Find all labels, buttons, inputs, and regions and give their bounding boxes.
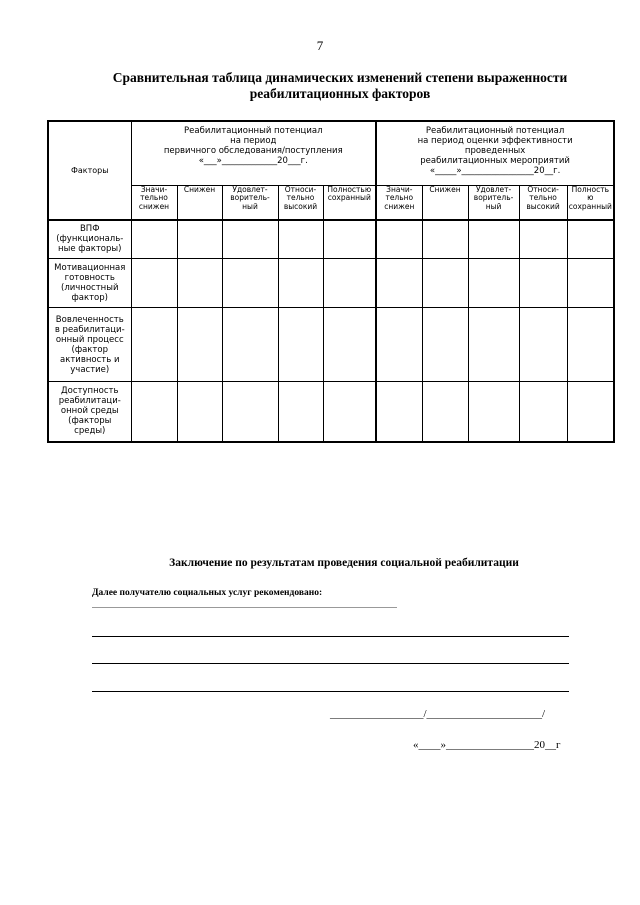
group2-header: Реабилитационный потенциал на период оценки эффективности проведенных реабилитационных мероприятий «_____»_________________20__г. — [376, 121, 614, 185]
title-line-2: реабилитационных факторов — [249, 86, 431, 101]
table-cell[interactable] — [131, 220, 177, 259]
table-cell[interactable] — [468, 382, 519, 442]
table-cell[interactable] — [131, 259, 177, 308]
table-cell[interactable] — [567, 382, 614, 442]
table-cell[interactable] — [222, 220, 278, 259]
level-header: Снижен — [422, 185, 468, 220]
table-cell[interactable] — [222, 308, 278, 382]
level-header: Полностью сохранный — [567, 185, 614, 220]
table-cell[interactable] — [519, 382, 567, 442]
recommendation-label: Далее получателю социальных услуг рекомендовано: — [92, 588, 323, 598]
table-cell[interactable] — [567, 259, 614, 308]
level-header: Полностью сохранный — [323, 185, 376, 220]
factor-label: Вовлеченность в реабилитаци- онный процесс (фактор активность и участие) — [48, 308, 131, 382]
table-cell[interactable] — [278, 259, 323, 308]
level-header: Снижен — [177, 185, 222, 220]
recommendation-line[interactable] — [92, 691, 569, 692]
table-cell[interactable] — [323, 259, 376, 308]
level-header: Относи- тельно высокий — [278, 185, 323, 220]
recommendation-line[interactable] — [92, 636, 569, 637]
date-line[interactable]: «____»________________20__г — [413, 739, 561, 751]
table-cell[interactable] — [422, 308, 468, 382]
table-cell[interactable] — [177, 259, 222, 308]
title-line-1: Сравнительная таблица динамических изменений степени выраженности — [112, 70, 568, 85]
factor-label: Доступность реабилитаци- онной среды (факторы среды) — [48, 382, 131, 442]
table-cell[interactable] — [376, 382, 422, 442]
factors-header: Факторы — [48, 121, 131, 220]
table-cell[interactable] — [468, 308, 519, 382]
recommendation-line[interactable] — [92, 663, 569, 664]
table-cell[interactable] — [376, 308, 422, 382]
table-cell[interactable] — [519, 220, 567, 259]
table-cell[interactable] — [323, 220, 376, 259]
recommendation-line[interactable] — [92, 607, 397, 608]
table-row — [48, 308, 614, 382]
level-header: Удовлет- воритель- ный — [468, 185, 519, 220]
table-cell[interactable] — [222, 259, 278, 308]
table-cell[interactable] — [131, 308, 177, 382]
table-cell[interactable] — [278, 308, 323, 382]
factor-label: Мотивационная готовность (личностный фактор) — [48, 259, 131, 308]
group1-header: Реабилитационный потенциал на период первичного обследования/поступления «___»_____________20___г. — [131, 121, 376, 185]
page-number: 7 — [316, 38, 324, 53]
table-cell[interactable] — [222, 382, 278, 442]
table-cell[interactable] — [519, 259, 567, 308]
table-cell[interactable] — [177, 382, 222, 442]
level-header: Относи- тельно высокий — [519, 185, 567, 220]
table-cell[interactable] — [278, 220, 323, 259]
table-row — [48, 382, 614, 442]
table-cell[interactable] — [519, 308, 567, 382]
table-cell[interactable] — [131, 382, 177, 442]
signature-line[interactable]: _________________/_____________________/ — [330, 708, 546, 720]
table-row — [48, 220, 614, 259]
factor-label: ВПФ (функциональ- ные факторы) — [48, 220, 131, 259]
table-cell[interactable] — [422, 259, 468, 308]
table-cell[interactable] — [468, 259, 519, 308]
table-cell[interactable] — [177, 308, 222, 382]
table-cell[interactable] — [567, 220, 614, 259]
table-cell[interactable] — [177, 220, 222, 259]
page-title — [40, 70, 640, 102]
table-cell[interactable] — [422, 220, 468, 259]
table-row — [48, 259, 614, 308]
table-cell[interactable] — [376, 259, 422, 308]
conclusion-title: Заключение по результатам проведения социальной реабилитации — [169, 557, 519, 569]
table-cell[interactable] — [422, 382, 468, 442]
level-header: Удовлет- воритель- ный — [222, 185, 278, 220]
table-cell[interactable] — [567, 308, 614, 382]
table-cell[interactable] — [376, 220, 422, 259]
table-cell[interactable] — [323, 308, 376, 382]
level-header: Значи- тельно снижен — [376, 185, 422, 220]
factors-table — [47, 120, 615, 443]
table-cell[interactable] — [468, 220, 519, 259]
table-cell[interactable] — [323, 382, 376, 442]
table-cell[interactable] — [278, 382, 323, 442]
level-header: Значи- тельно снижен — [131, 185, 177, 220]
